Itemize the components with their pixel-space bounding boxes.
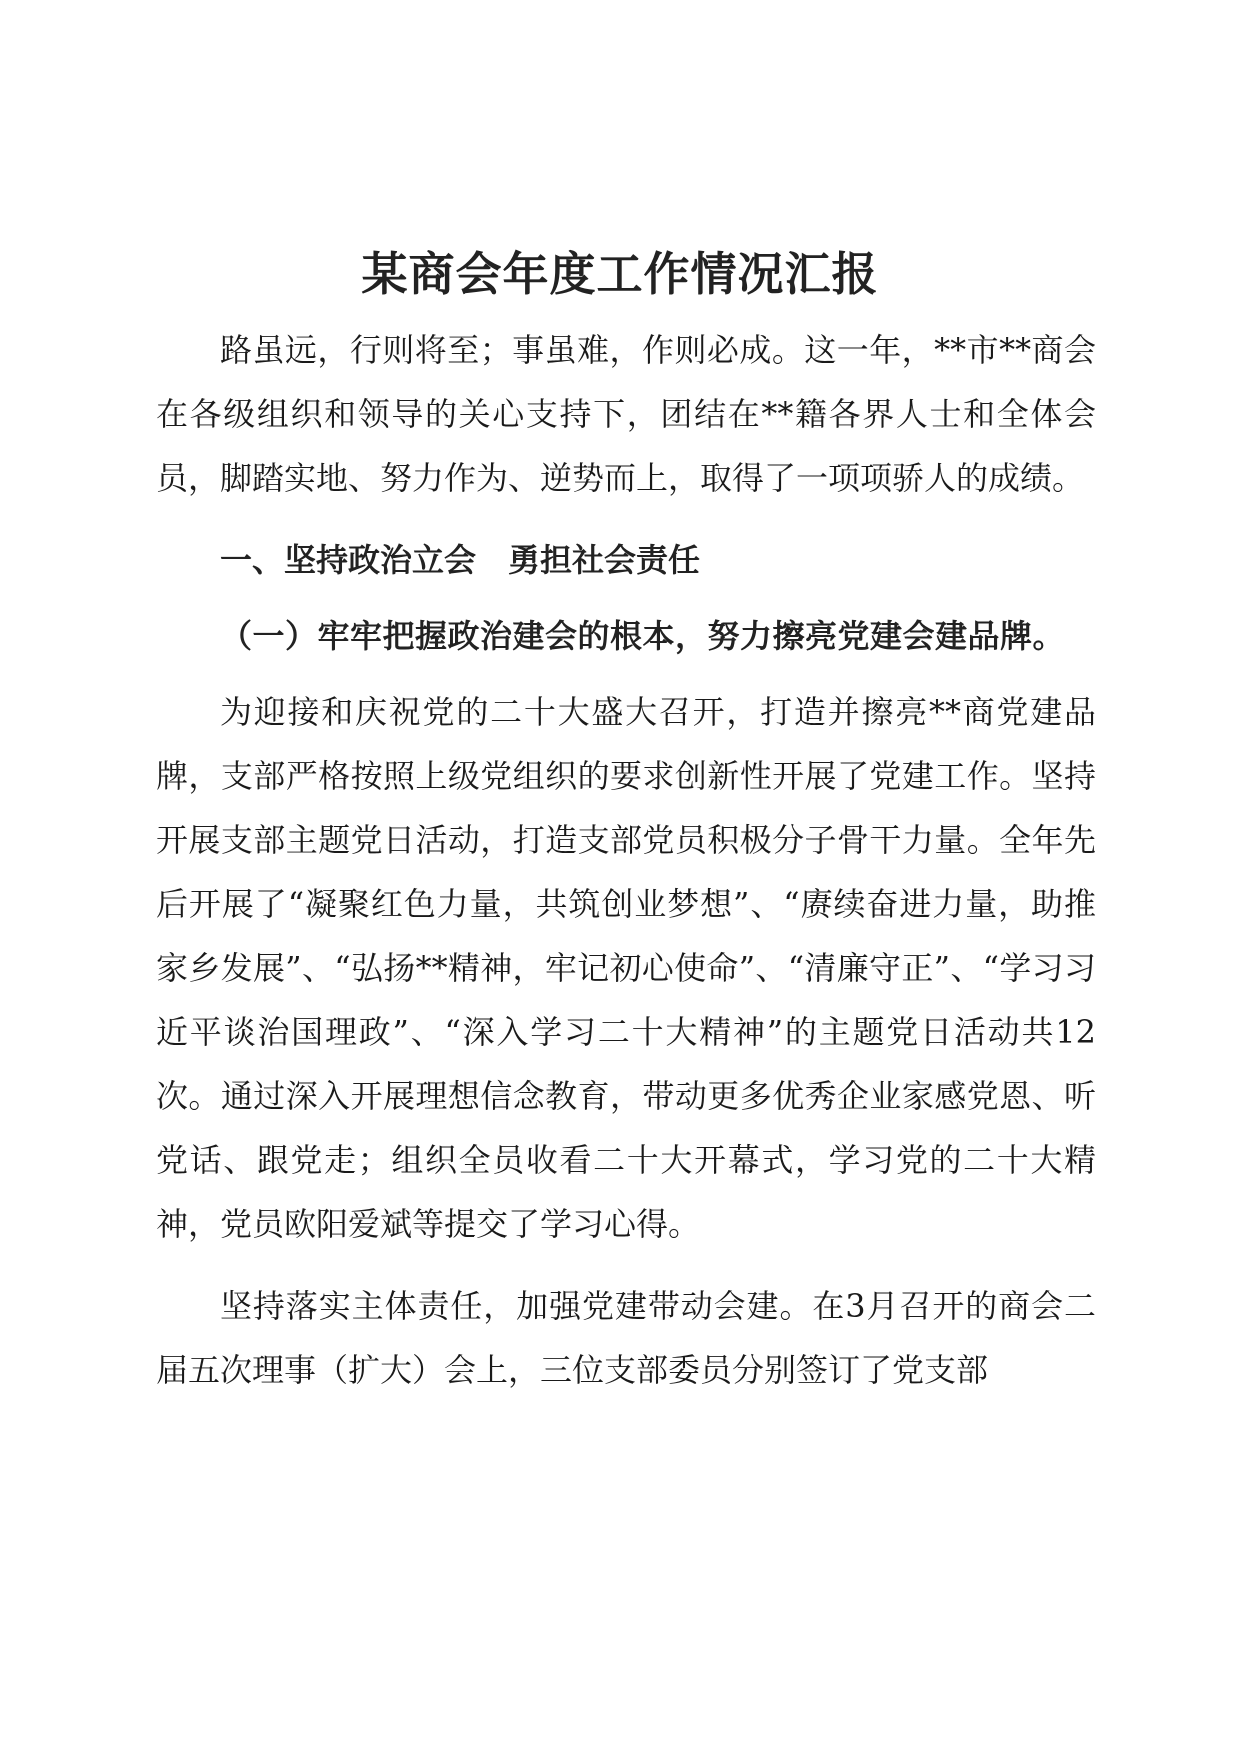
subsection-heading: （一）牢牢把握政治建会的根本，努力擦亮党建会建品牌。 bbox=[220, 617, 1066, 655]
document-title: 某商会年度工作情况汇报 bbox=[361, 247, 879, 301]
section-heading: 一、坚持政治立会 勇担社会责任 bbox=[220, 541, 701, 579]
body-paragraph: 为迎接和庆祝党的二十大盛大召开，打造并擦亮**商党建品牌，支部严格按照上级党组织的要求创新性开展了党建工作。坚持开展支部主题党日活动，打造支部党员积极分子骨干力量。全年先后开展了“凝聚红色力量，共筑创业梦想”、“赓续奋进力量，助推家乡发展”、“弘扬**精神，牢记初心使命”、“清廉守正”、“学习习近平谈治国理政”、“深入学习二十大精神”的主题党日活动共12次。通过深入开展理想信念教育，带动更多优秀企业家感党恩、听党话、跟党走；组织全员收看二十大开幕式，学习党的二十大精神，党员欧阳爱斌等提交了学习心得。 bbox=[156, 693, 1096, 1243]
intro-paragraph: 路虽远，行则将至；事虽难，作则必成。这一年，**市**商会在各级组织和领导的关心支持下，团结在**籍各界人士和全体会员，脚踏实地、努力作为、逆势而上，取得了一项项骄人的成绩。 bbox=[156, 331, 1096, 497]
document-body bbox=[156, 318, 1096, 1402]
body-paragraph: 坚持落实主体责任，加强党建带动会建。在3月召开的商会二届五次理事（扩大）会上，三位支部委员分别签订了党支部 bbox=[156, 1287, 1096, 1389]
